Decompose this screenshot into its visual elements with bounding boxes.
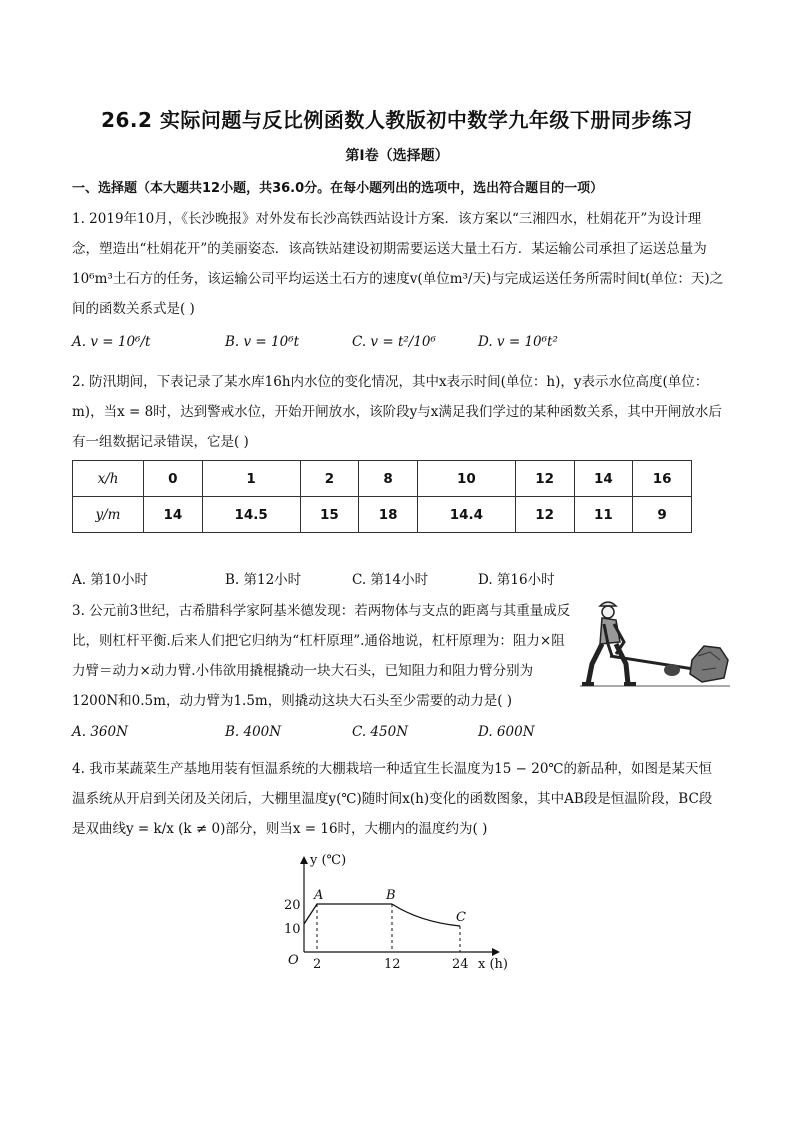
section-heading: 一、选择题（本大题共12小题，共36.0分。在每小题列出的选项中，选出符合题目的一项） xyxy=(72,181,604,196)
question-3-text: 3. 公元前3世纪，古希腊科学家阿基米德发现：若两物体与支点的距离与其重量成反比，则杠杆平衡.后来人们把它归纳为“杠杆原理”.通俗地说，杠杆原理为：阻力×阻力臂＝动力×动力臂.小伟欲用撬棍撬动一块大石头，已知阻力和阻力臂分别为1200N和0.5m，动力臂为1.5m，则撬动这块大石头至少需要的动力是( ) xyxy=(72,603,571,709)
x-axis-label: x (h) xyxy=(478,957,508,972)
q3-option-a: A. 360N xyxy=(72,724,128,740)
q2-option-a: A. 第10小时 xyxy=(72,572,149,588)
table-cell: 14 xyxy=(574,461,633,497)
table-row xyxy=(73,461,692,497)
table-cell: 18 xyxy=(359,497,418,533)
question-1-options xyxy=(72,334,724,358)
temperature-graph xyxy=(280,852,520,977)
question-2-text: 2. 防汛期间，下表记录了某水库16h内水位的变化情况，其中x表示时间(单位：h)，y表示水位高度(单位：m)，当x = 8时，达到警戒水位，开始开闸放水，该阶段y与x满足我们学过的某种函数关系，其中开闸放水后有一组数据记录错误，它是( ) xyxy=(72,374,722,450)
y-axis-label: y (℃) xyxy=(310,853,347,868)
q1-option-a: A. v = 10⁶/t xyxy=(72,334,151,350)
table-cell: 1 xyxy=(202,461,300,497)
table-cell: 0 xyxy=(144,461,203,497)
table-cell: 2 xyxy=(300,461,359,497)
q1-option-c: C. v = t²/10⁶ xyxy=(352,334,436,350)
x-tick-label: 2 xyxy=(313,957,322,972)
water-level-table xyxy=(72,460,692,533)
table-cell: 16 xyxy=(633,461,692,497)
x-tick-label: 12 xyxy=(384,957,401,972)
question-1-text: 1. 2019年10月，《长沙晚报》对外发布长沙高铁西站设计方案．该方案以“三湘四水，杜娟花开”为设计理念，塑造出“杜娟花开”的美丽姿态．该高铁站建设初期需要运送大量土石方．某运输公司承担了运送总量为10⁶m³土石方的任务，该运输公司平均运送土石方的速度v(单位m³/天)与完成运送任务所需时间t(单位：天)之间的函数关系式是( ) xyxy=(72,211,724,317)
point-label-b: B xyxy=(386,888,396,903)
point-label-a: A xyxy=(314,888,324,903)
q2-option-c: C. 第14小时 xyxy=(352,572,429,588)
table-cell: 8 xyxy=(359,461,418,497)
page-subtitle: 第I卷（选择题） xyxy=(345,148,449,164)
question-2-options xyxy=(72,568,724,592)
table-cell: 9 xyxy=(633,497,692,533)
y-tick-label: 10 xyxy=(284,922,301,937)
q2-option-d: D. 第16小时 xyxy=(478,572,555,588)
q1-option-d: D. v = 10⁶t² xyxy=(478,334,558,350)
table-cell: 14.5 xyxy=(202,497,300,533)
point-label-c: C xyxy=(456,910,466,925)
page-title: 26.2 实际问题与反比例函数人教版初中数学九年级下册同步练习 xyxy=(101,108,693,132)
table-cell: 12 xyxy=(515,461,574,497)
x-tick-label: 24 xyxy=(452,957,469,972)
y-tick-label: 20 xyxy=(284,898,301,913)
table-cell: 12 xyxy=(515,497,574,533)
table-cell: 15 xyxy=(300,497,359,533)
table-cell: 10 xyxy=(417,461,515,497)
question-3-options xyxy=(72,724,724,748)
table-header-cell: x/h xyxy=(73,461,144,497)
q3-option-d: D. 600N xyxy=(478,724,535,740)
table-cell: 14.4 xyxy=(417,497,515,533)
table-row xyxy=(73,497,692,533)
q3-option-b: B. 400N xyxy=(225,724,282,740)
table-cell: 11 xyxy=(574,497,633,533)
q3-option-c: C. 450N xyxy=(352,724,409,740)
lever-worker-illustration xyxy=(580,598,730,690)
question-4-text: 4. 我市某蔬菜生产基地用装有恒温系统的大棚栽培一种适宜生长温度为15 − 20℃的新品种，如图是某天恒温系统从开启到关闭及关闭后，大棚里温度y(℃)随时间x(h)变化的函数图象，其中AB段是恒温阶段，BC段是双曲线y = k/x (k ≠ 0)部分，则当x = 16时，大棚内的温度约为( ) xyxy=(72,761,713,837)
q2-option-b: B. 第12小时 xyxy=(225,572,302,588)
origin-label: O xyxy=(288,953,299,968)
table-cell: 14 xyxy=(144,497,203,533)
q1-option-b: B. v = 10⁶t xyxy=(225,334,300,350)
table-header-cell: y/m xyxy=(73,497,144,533)
